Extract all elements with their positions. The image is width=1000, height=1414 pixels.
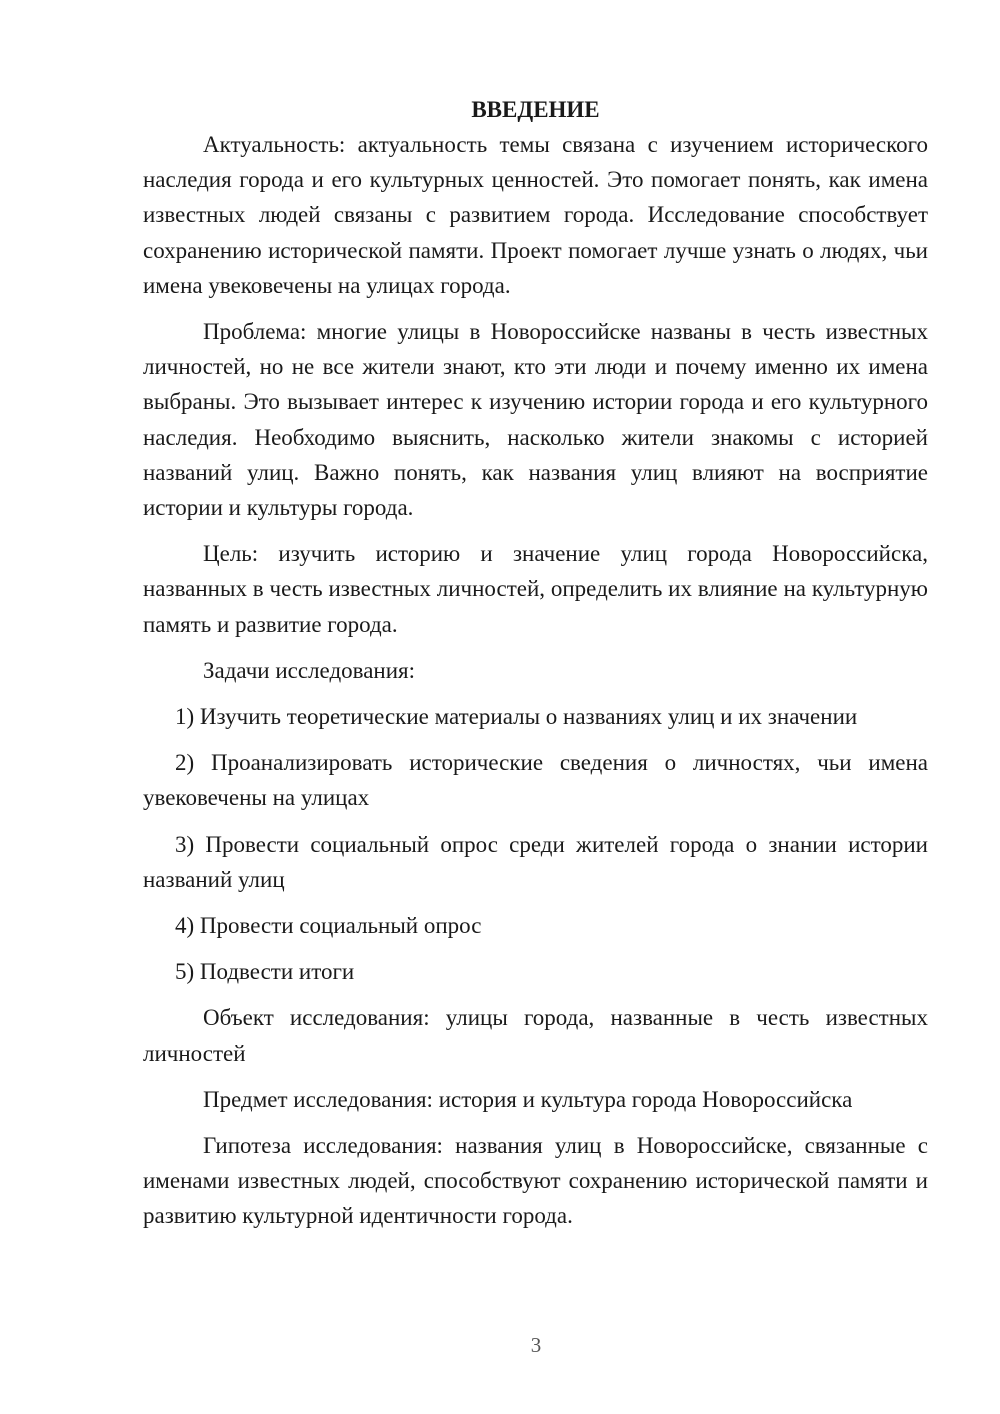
page-number: 3 (530, 1333, 542, 1357)
object-paragraph: Объект исследования: улицы города, названные в честь известных личностей (143, 1005, 928, 1066)
hypothesis-paragraph: Гипотеза исследования: названия улиц в Новороссийске, связанные с именами известных людей, способствуют сохранению исторической памяти и развитию культурной идентичности города. (143, 1133, 928, 1229)
task-item-5: 5) Подвести итоги (175, 959, 355, 985)
task-item-2: 2) Проанализировать исторические сведения о личностях, чьи имена увековечены на улицах (143, 750, 928, 811)
relevance-paragraph: Актуальность: актуальность темы связана с изучением исторического наследия города и его культурных ценностей. Это помогает понять, как имена известных людей связаны с развитием города. Исследование способствует сохранению исторической памяти. Проект помогает лучше узнать о людях, чьи имена увековечены на улицах города. (143, 132, 928, 298)
subject-paragraph: Предмет исследования: история и культура города Новороссийска (203, 1086, 853, 1112)
task-item-4: 4) Провести социальный опрос (175, 913, 482, 939)
document-page (143, 92, 928, 1234)
task-item-3: 3) Провести социальный опрос среди жителей города о знании истории названий улиц (143, 831, 928, 892)
task-item-1: 1) Изучить теоретические материалы о названиях улиц и их значении (175, 704, 858, 730)
goal-paragraph: Цель: изучить историю и значение улиц города Новороссийска, названных в честь известных личностей, определить их влияние на культурную память и развитие города. (143, 541, 928, 637)
tasks-heading: Задачи исследования: (203, 657, 416, 683)
problem-paragraph: Проблема: многие улицы в Новороссийске названы в честь известных личностей, но не все жители знают, кто эти люди и почему именно их имена выбраны. Это вызывает интерес к изучению истории города и его культурного наследия. Необходимо выяснить, насколько жители знакомы с историей названий улиц. Важно понять, как названия улиц влияют на восприятие истории и культуры города. (143, 319, 928, 521)
page-heading: ВВЕДЕНИЕ (471, 97, 600, 122)
